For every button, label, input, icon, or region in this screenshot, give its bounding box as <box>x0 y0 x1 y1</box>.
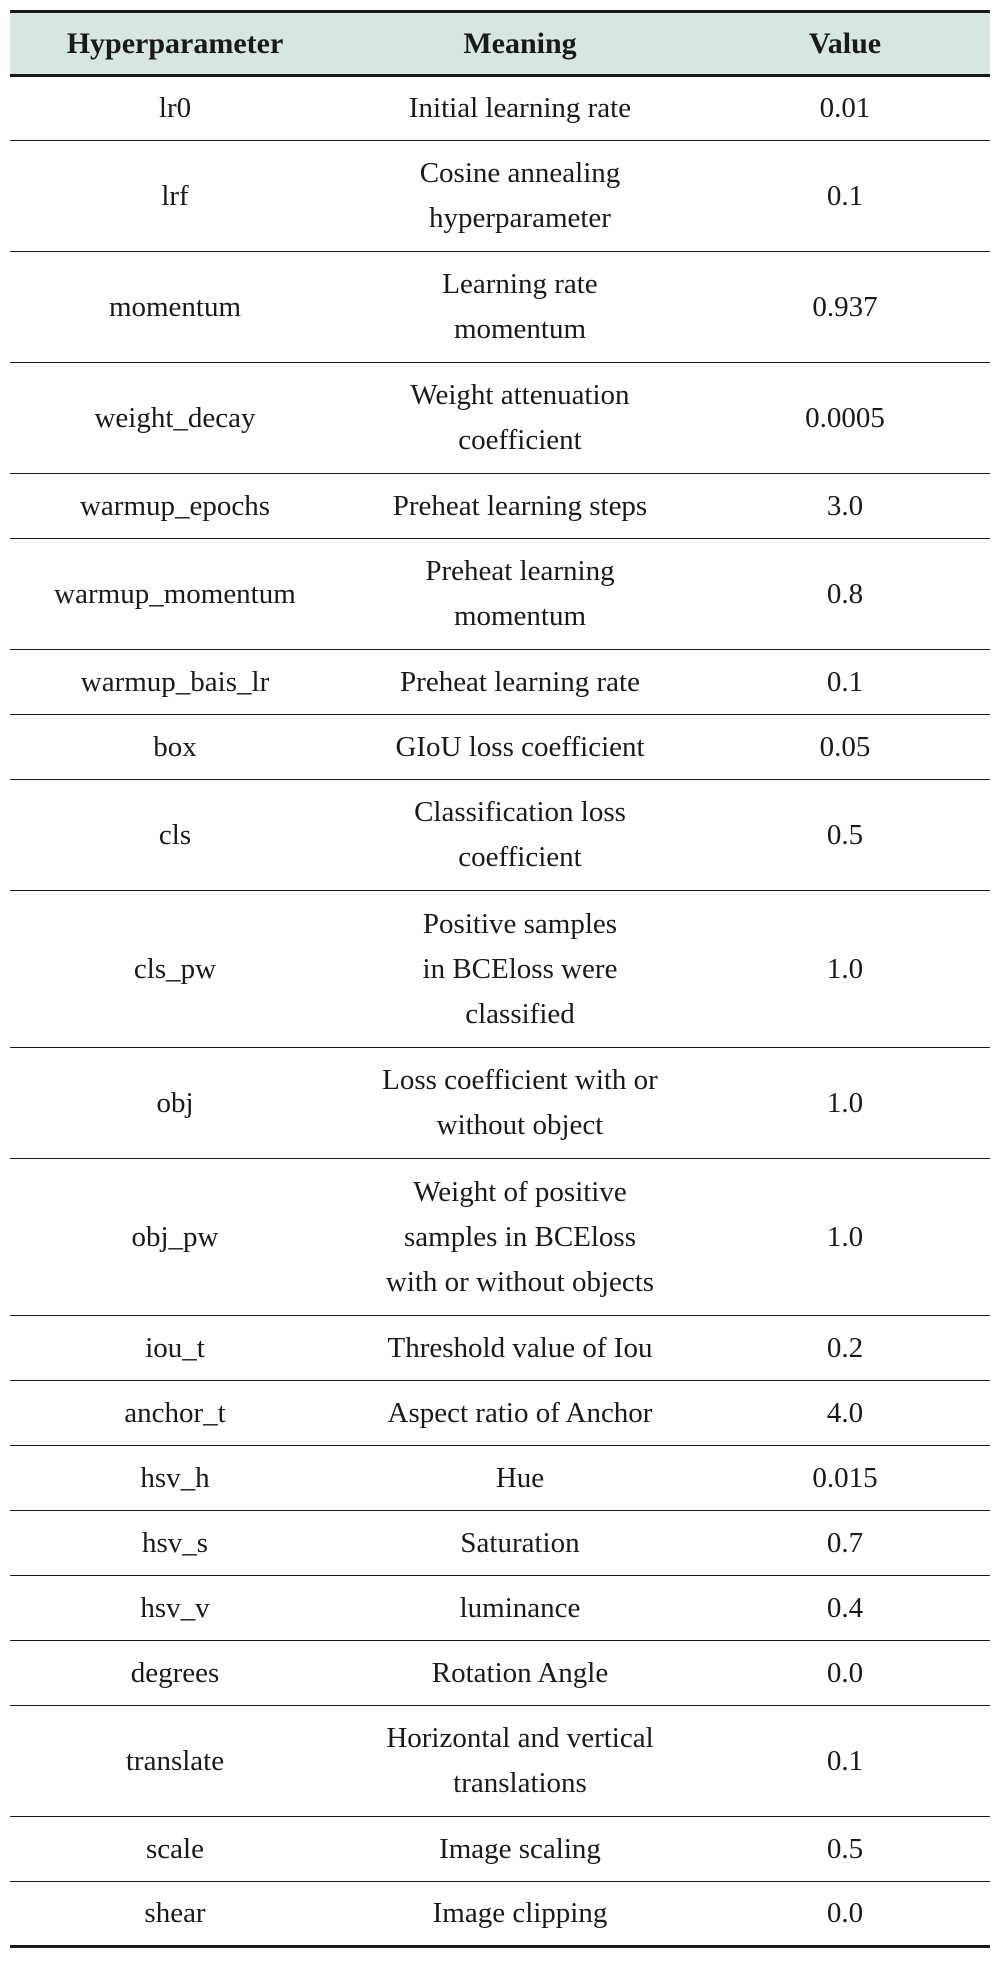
meaning-cell <box>340 1159 700 1316</box>
table-row <box>10 1641 990 1706</box>
meaning-cell-text: Preheat learning momentum <box>425 555 615 632</box>
value-cell <box>700 1048 990 1159</box>
param-cell <box>10 539 340 650</box>
param-cell <box>10 1882 340 1947</box>
meaning-cell-text: Preheat learning rate <box>400 665 640 698</box>
table-row <box>10 780 990 891</box>
value-cell <box>700 1882 990 1947</box>
table-row <box>10 1882 990 1947</box>
value-cell <box>700 1159 990 1316</box>
table-row <box>10 1316 990 1381</box>
header-value: Value <box>700 12 990 76</box>
value-cell-text: 0.8 <box>826 577 864 610</box>
value-cell-text: 0.5 <box>826 1832 864 1865</box>
meaning-cell-text: Cosine annealing hyperparameter <box>419 157 621 234</box>
table-row <box>10 1446 990 1511</box>
table-row <box>10 474 990 539</box>
meaning-cell <box>340 474 700 539</box>
table-row <box>10 650 990 715</box>
value-cell-text: 1.0 <box>826 1220 864 1253</box>
table-row <box>10 1048 990 1159</box>
meaning-cell <box>340 76 700 141</box>
param-cell <box>10 1641 340 1706</box>
value-cell <box>700 252 990 363</box>
meaning-cell <box>340 891 700 1048</box>
param-cell <box>10 474 340 539</box>
meaning-cell <box>340 539 700 650</box>
value-cell <box>700 1706 990 1817</box>
value-cell-text: 0.01 <box>819 92 871 124</box>
param-cell-text: cls_pw <box>133 952 217 985</box>
header-hyperparameter: Hyperparameter <box>10 12 340 76</box>
meaning-cell-text: Saturation <box>460 1526 580 1559</box>
param-cell-text: warmup_momentum <box>54 577 296 610</box>
value-cell <box>700 1817 990 1882</box>
value-cell-text: 0.0005 <box>805 401 885 434</box>
table-row <box>10 76 990 141</box>
meaning-cell <box>340 1706 700 1817</box>
value-cell-text: 0.7 <box>826 1526 864 1559</box>
param-cell <box>10 363 340 474</box>
meaning-cell-text: Preheat learning steps <box>392 489 648 522</box>
value-cell <box>700 1641 990 1706</box>
param-cell-text: warmup_bais_lr <box>80 665 270 698</box>
param-cell-text: scale <box>146 1832 204 1865</box>
param-cell <box>10 1817 340 1882</box>
value-cell-text: 0.015 <box>812 1461 878 1494</box>
param-cell-text: momentum <box>108 290 242 323</box>
table-row <box>10 1576 990 1641</box>
param-cell <box>10 141 340 252</box>
value-cell-text: 0.1 <box>826 1744 864 1777</box>
value-cell <box>700 1381 990 1446</box>
value-cell-text: 0.1 <box>826 665 864 698</box>
value-cell-text: 0.5 <box>826 818 864 851</box>
hyperparameter-table-container <box>10 10 990 1948</box>
value-cell <box>700 650 990 715</box>
meaning-cell-text: Initial learning rate <box>408 92 632 124</box>
meaning-cell <box>340 1316 700 1381</box>
param-cell <box>10 1159 340 1316</box>
param-cell-text: translate <box>125 1744 225 1777</box>
value-cell <box>700 539 990 650</box>
value-cell <box>700 780 990 891</box>
meaning-cell <box>340 1641 700 1706</box>
value-cell <box>700 1511 990 1576</box>
meaning-cell <box>340 141 700 252</box>
meaning-cell-text: Loss coefficient with or without object <box>382 1064 658 1141</box>
param-cell-text: anchor_t <box>124 1396 226 1429</box>
value-cell <box>700 715 990 780</box>
param-cell-text: hsv_s <box>141 1526 209 1559</box>
param-cell <box>10 891 340 1048</box>
meaning-cell-text: Image scaling <box>439 1832 601 1865</box>
param-cell-text: weight_decay <box>94 401 256 434</box>
meaning-cell <box>340 1048 700 1159</box>
value-cell-text: 3.0 <box>826 489 864 522</box>
header-meaning: Meaning <box>340 12 700 76</box>
table-row <box>10 715 990 780</box>
meaning-cell <box>340 252 700 363</box>
meaning-cell <box>340 1817 700 1882</box>
table-row <box>10 891 990 1048</box>
param-cell-text: iou_t <box>145 1331 205 1364</box>
value-cell-text: 0.937 <box>812 290 878 323</box>
header-row <box>10 12 990 76</box>
value-cell <box>700 1576 990 1641</box>
table-row <box>10 363 990 474</box>
meaning-cell-text: Weight of positive samples in BCEloss with or without objects <box>385 1175 655 1298</box>
param-cell <box>10 252 340 363</box>
value-cell-text: 0.4 <box>826 1591 864 1624</box>
value-cell <box>700 363 990 474</box>
value-cell <box>700 141 990 252</box>
meaning-cell-text: GIoU loss coefficient <box>395 730 645 763</box>
param-cell-text: cls <box>158 818 192 851</box>
param-cell-text: obj <box>156 1086 194 1119</box>
table-row <box>10 1159 990 1316</box>
meaning-cell-text: Learning rate momentum <box>442 268 598 345</box>
value-cell <box>700 1316 990 1381</box>
param-cell-text: shear <box>144 1897 206 1929</box>
value-cell <box>700 76 990 141</box>
table-row <box>10 1381 990 1446</box>
table-row <box>10 1817 990 1882</box>
meaning-cell-text: Image clipping <box>432 1897 608 1929</box>
value-cell-text: 4.0 <box>826 1396 864 1429</box>
meaning-cell <box>340 1446 700 1511</box>
value-cell-text: 0.2 <box>826 1331 864 1364</box>
param-cell <box>10 1576 340 1641</box>
meaning-cell <box>340 1381 700 1446</box>
param-cell-text: obj_pw <box>131 1220 219 1253</box>
param-cell <box>10 1316 340 1381</box>
hyperparameter-table <box>10 10 990 1948</box>
meaning-cell <box>340 650 700 715</box>
value-cell-text: 0.0 <box>826 1897 864 1929</box>
meaning-cell-text: Weight attenuation coefficient <box>410 379 630 456</box>
value-cell-text: 0.05 <box>819 730 871 763</box>
meaning-cell-text: Classification loss coefficient <box>414 796 626 873</box>
meaning-cell <box>340 1511 700 1576</box>
value-cell-text: 0.0 <box>826 1656 864 1689</box>
param-cell <box>10 1381 340 1446</box>
table-row <box>10 1511 990 1576</box>
value-cell <box>700 891 990 1048</box>
param-cell-text: hsv_v <box>140 1591 210 1624</box>
meaning-cell <box>340 363 700 474</box>
value-cell-text: 0.1 <box>826 179 864 212</box>
table-body <box>10 76 990 1947</box>
param-cell <box>10 780 340 891</box>
value-cell <box>700 1446 990 1511</box>
param-cell-text: warmup_epochs <box>79 489 271 522</box>
param-cell-text: hsv_h <box>140 1461 210 1494</box>
param-cell <box>10 1446 340 1511</box>
table-row <box>10 252 990 363</box>
param-cell <box>10 715 340 780</box>
meaning-cell <box>340 1576 700 1641</box>
value-cell-text: 1.0 <box>826 1086 864 1119</box>
table-row <box>10 141 990 252</box>
param-cell <box>10 1706 340 1817</box>
value-cell-text: 1.0 <box>826 952 864 985</box>
param-cell-text: degrees <box>130 1656 220 1689</box>
value-cell <box>700 474 990 539</box>
meaning-cell-text: Positive samples in BCEloss were classified <box>422 907 618 1030</box>
meaning-cell-text: Threshold value of Iou <box>387 1331 653 1364</box>
meaning-cell-text: Rotation Angle <box>431 1656 609 1689</box>
meaning-cell-text: Horizontal and vertical translations <box>386 1722 654 1799</box>
param-cell-text: lr0 <box>158 92 192 124</box>
table-header <box>10 12 990 76</box>
table-row <box>10 1706 990 1817</box>
meaning-cell <box>340 1882 700 1947</box>
param-cell <box>10 650 340 715</box>
meaning-cell-text: Aspect ratio of Anchor <box>387 1396 653 1429</box>
meaning-cell-text: luminance <box>459 1591 581 1624</box>
param-cell-text: lrf <box>161 179 189 212</box>
param-cell <box>10 76 340 141</box>
meaning-cell <box>340 715 700 780</box>
meaning-cell-text: Hue <box>495 1461 545 1494</box>
meaning-cell <box>340 780 700 891</box>
table-row <box>10 539 990 650</box>
param-cell <box>10 1048 340 1159</box>
param-cell <box>10 1511 340 1576</box>
param-cell-text: box <box>153 730 197 763</box>
